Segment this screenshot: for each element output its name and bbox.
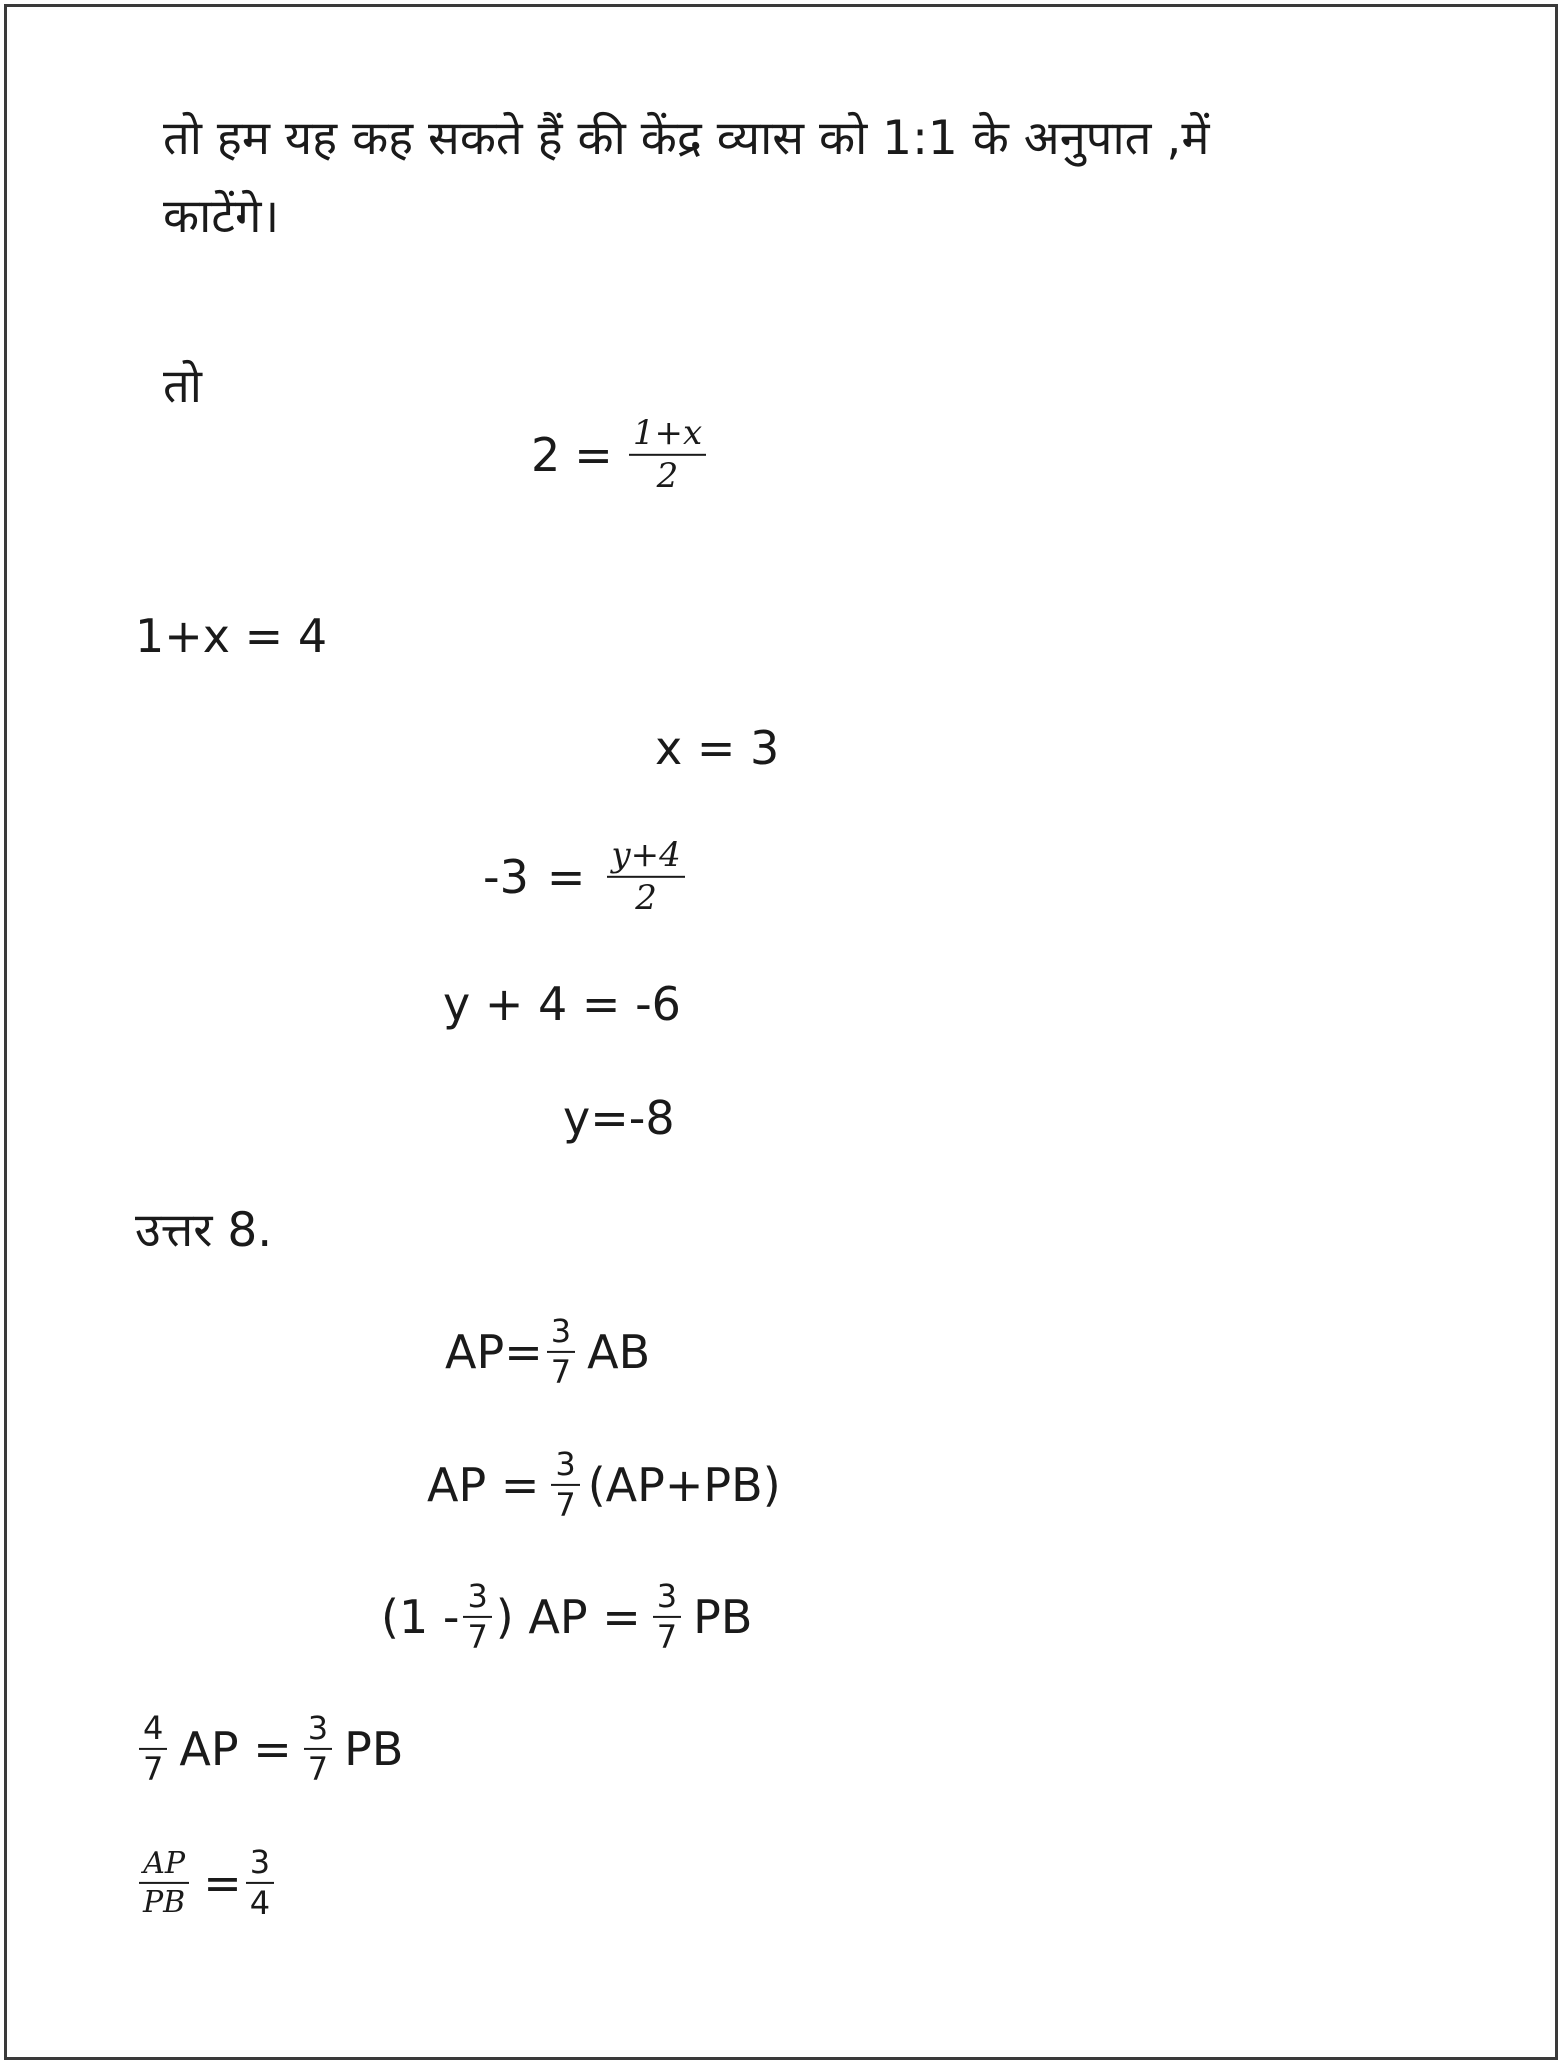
eq9-fraction-2: [653, 1576, 681, 1656]
eq10-denominator-1: 7: [143, 1749, 164, 1788]
equation-9: [381, 1576, 753, 1656]
eq4-numerator: y+4: [607, 838, 684, 878]
eq9-fraction-1: [463, 1576, 491, 1656]
eq9-denominator-2: 7: [656, 1617, 678, 1656]
eq11-fraction-1: [139, 1848, 189, 1918]
eq1-fraction: [629, 412, 706, 496]
eq11-denominator-2: 4: [249, 1883, 271, 1922]
eq9-numerator-1: 3: [463, 1580, 491, 1618]
eq8-denominator: 7: [555, 1485, 576, 1524]
eq7-numerator: 3: [547, 1315, 575, 1353]
eq10-fraction-2: [304, 1708, 332, 1788]
eq8-rhs: (AP+PB): [587, 1458, 781, 1512]
equation-4: [483, 834, 689, 918]
eq10-numerator-1: 4: [139, 1712, 167, 1750]
eq1-numerator: 1+x: [629, 416, 706, 456]
eq1-equals: =: [574, 428, 613, 482]
eq9-open: (1 -: [381, 1590, 460, 1644]
eq10-denominator-2: 7: [307, 1749, 329, 1788]
equation-1: [531, 412, 710, 496]
equation-3: x = 3: [655, 721, 780, 775]
eq10-fraction-1: [139, 1708, 167, 1788]
answer-label: उत्तर 8.: [135, 1203, 273, 1258]
eq11-denominator-1: PB: [143, 1884, 186, 1920]
document-page: [4, 4, 1558, 2060]
eq8-fraction: [551, 1444, 579, 1524]
equation-7: [445, 1311, 651, 1391]
equation-5: y + 4 = -6: [443, 977, 681, 1031]
intro-line-2: काटेंगे।: [163, 189, 280, 244]
eq4-denominator: 2: [635, 877, 657, 918]
eq9-numerator-2: 3: [653, 1580, 681, 1618]
equation-8: [427, 1444, 781, 1524]
equation-2: 1+x = 4: [135, 609, 328, 663]
eq11-numerator-1: AP: [139, 1848, 189, 1884]
eq1-label: तो: [163, 359, 202, 414]
eq1-lhs: 2: [531, 428, 561, 482]
eq9-rhs: PB: [693, 1590, 753, 1644]
eq7-rhs: AB: [587, 1325, 651, 1379]
equation-10: [135, 1708, 404, 1788]
eq4-fraction: [607, 834, 684, 918]
eq10-mid: AP =: [179, 1722, 292, 1776]
eq4-equals: =: [546, 850, 586, 904]
eq9-denominator-1: 7: [467, 1617, 488, 1656]
equation-11: [135, 1842, 278, 1922]
eq7-fraction: [547, 1311, 575, 1391]
eq10-numerator-2: 3: [304, 1712, 332, 1750]
eq11-fraction-2: [246, 1842, 274, 1922]
eq7-lhs: AP=: [445, 1325, 543, 1379]
eq11-equals: =: [203, 1856, 242, 1910]
eq11-numerator-2: 3: [246, 1846, 274, 1884]
eq1-denominator: 2: [656, 455, 679, 496]
equation-6: y=-8: [563, 1091, 675, 1145]
intro-line-1: तो हम यह कह सकते हैं की केंद्र व्यास को 1:1 के अनुपात ,में: [163, 111, 1210, 166]
eq7-denominator: 7: [550, 1352, 572, 1391]
eq8-lhs: AP =: [427, 1458, 540, 1512]
eq8-numerator: 3: [551, 1448, 579, 1486]
eq4-lhs: -3: [483, 850, 529, 904]
eq10-rhs: PB: [344, 1722, 404, 1776]
eq9-mid: ) AP =: [495, 1590, 641, 1644]
